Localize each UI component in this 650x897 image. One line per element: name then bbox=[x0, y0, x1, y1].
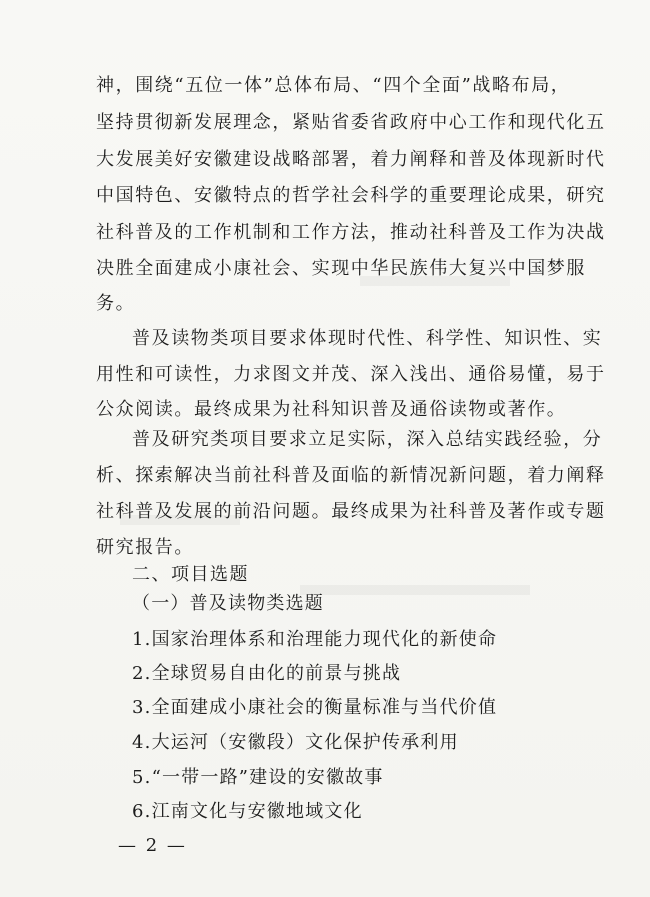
topic-item: 5.“一带一路”建设的安徽故事 bbox=[132, 767, 384, 788]
body-line: 用性和可读性，力求图文并茂、深入浅出、通俗易懂，易于 bbox=[96, 364, 606, 385]
body-line: 决胜全面建成小康社会、实现中华民族伟大复兴中国梦服 bbox=[96, 258, 586, 279]
body-line: 务。 bbox=[96, 293, 136, 314]
body-line: 坚持贯彻新发展理念，紧贴省委省政府中心工作和现代化五 bbox=[96, 112, 606, 133]
body-line: 神，围绕“五位一体”总体布局、“四个全面”战略布局， bbox=[96, 75, 571, 96]
body-line: 大发展美好安徽建设战略部署，着力阐释和普及体现新时代 bbox=[96, 149, 606, 170]
body-line: 析、探索解决当前社科普及面临的新情况新问题，着力阐释 bbox=[96, 465, 606, 486]
topic-item: 1.国家治理体系和治理能力现代化的新使命 bbox=[132, 629, 498, 650]
body-line: 研究报告。 bbox=[96, 537, 194, 558]
bleed-through-mark bbox=[300, 585, 530, 595]
body-line: 社科普及发展的前沿问题。最终成果为社科普及著作或专题 bbox=[96, 501, 606, 522]
body-line: 普及研究类项目要求立足实际，深入总结实践经验，分 bbox=[132, 429, 603, 450]
page-number: — 2 — bbox=[118, 835, 187, 856]
topic-item: 6.江南文化与安徽地域文化 bbox=[132, 801, 363, 822]
body-line: 普及读物类项目要求体现时代性、科学性、知识性、实 bbox=[132, 328, 603, 349]
topic-item: 2.全球贸易自由化的前景与挑战 bbox=[132, 663, 402, 684]
subsection-heading: （一）普及读物类选题 bbox=[132, 593, 324, 614]
body-line: 社科普及的工作机制和工作方法，推动社科普及工作为决战 bbox=[96, 222, 606, 243]
section-heading: 二、项目选题 bbox=[132, 564, 249, 585]
topic-item: 3.全面建成小康社会的衡量标准与当代价值 bbox=[132, 697, 498, 718]
topic-item: 4.大运河（安徽段）文化保护传承利用 bbox=[132, 732, 459, 753]
body-line: 公众阅读。最终成果为社科知识普及通俗读物或著作。 bbox=[96, 399, 567, 420]
body-line: 中国特色、安徽特点的哲学社会科学的重要理论成果，研究 bbox=[96, 185, 606, 206]
